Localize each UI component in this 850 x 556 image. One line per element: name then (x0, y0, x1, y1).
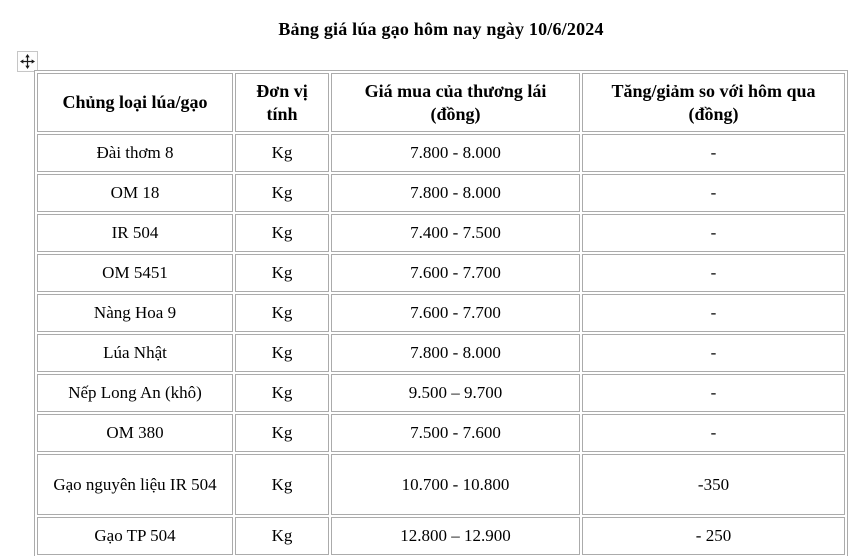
cell-type: IR 504 (37, 214, 233, 252)
cell-change: - (582, 374, 845, 412)
table-row (37, 374, 845, 412)
table-row (37, 517, 845, 555)
page-title: Bảng giá lúa gạo hôm nay ngày 10/6/2024 (278, 19, 604, 39)
cell-price: 7.800 - 8.000 (331, 334, 580, 372)
cell-unit: Kg (235, 294, 329, 332)
cell-type: Nàng Hoa 9 (37, 294, 233, 332)
cell-change: - (582, 134, 845, 172)
cell-price: 7.600 - 7.700 (331, 254, 580, 292)
cell-unit: Kg (235, 517, 329, 555)
cell-unit: Kg (235, 174, 329, 212)
cell-unit: Kg (235, 454, 329, 515)
cell-unit: Kg (235, 414, 329, 452)
cell-price: 9.500 – 9.700 (331, 374, 580, 412)
cell-type: Gạo nguyên liệu IR 504 (37, 454, 233, 515)
price-table-body (37, 134, 845, 555)
cell-type: OM 5451 (37, 254, 233, 292)
cell-unit: Kg (235, 214, 329, 252)
cell-type: Gạo TP 504 (37, 517, 233, 555)
cell-type: Đài thơm 8 (37, 134, 233, 172)
cell-type: OM 18 (37, 174, 233, 212)
cell-change: - (582, 414, 845, 452)
cell-change: - (582, 214, 845, 252)
header-row (37, 73, 845, 132)
cell-change: -350 (582, 454, 845, 515)
cell-price: 7.800 - 8.000 (331, 134, 580, 172)
cell-price: 7.600 - 7.700 (331, 294, 580, 332)
price-table-header (37, 73, 845, 132)
cell-change: - (582, 174, 845, 212)
cell-type: OM 380 (37, 414, 233, 452)
table-row (37, 254, 845, 292)
column-header-price: Giá mua của thương lái (đồng) (331, 73, 580, 132)
table-row (37, 294, 845, 332)
table-row (37, 414, 845, 452)
cell-type: Nếp Long An (khô) (37, 374, 233, 412)
cell-price: 10.700 - 10.800 (331, 454, 580, 515)
cell-price: 7.500 - 7.600 (331, 414, 580, 452)
column-header-change: Tăng/giảm so với hôm qua (đồng) (582, 73, 845, 132)
cell-change: - (582, 294, 845, 332)
cell-price: 7.800 - 8.000 (331, 174, 580, 212)
table-row (37, 174, 845, 212)
price-table (34, 70, 848, 556)
cell-change: - 250 (582, 517, 845, 555)
table-move-handle[interactable] (17, 51, 38, 72)
cell-unit: Kg (235, 134, 329, 172)
column-header-unit: Đơn vị tính (235, 73, 329, 132)
cell-price: 7.400 - 7.500 (331, 214, 580, 252)
table-row (37, 214, 845, 252)
table-row (37, 334, 845, 372)
cell-type: Lúa Nhật (37, 334, 233, 372)
cell-unit: Kg (235, 334, 329, 372)
column-header-type: Chủng loại lúa/gạo (37, 73, 233, 132)
cell-change: - (582, 254, 845, 292)
cell-change: - (582, 334, 845, 372)
cell-unit: Kg (235, 374, 329, 412)
cell-price: 12.800 – 12.900 (331, 517, 580, 555)
table-row (37, 134, 845, 172)
move-icon (20, 54, 35, 69)
table-row (37, 454, 845, 515)
cell-unit: Kg (235, 254, 329, 292)
